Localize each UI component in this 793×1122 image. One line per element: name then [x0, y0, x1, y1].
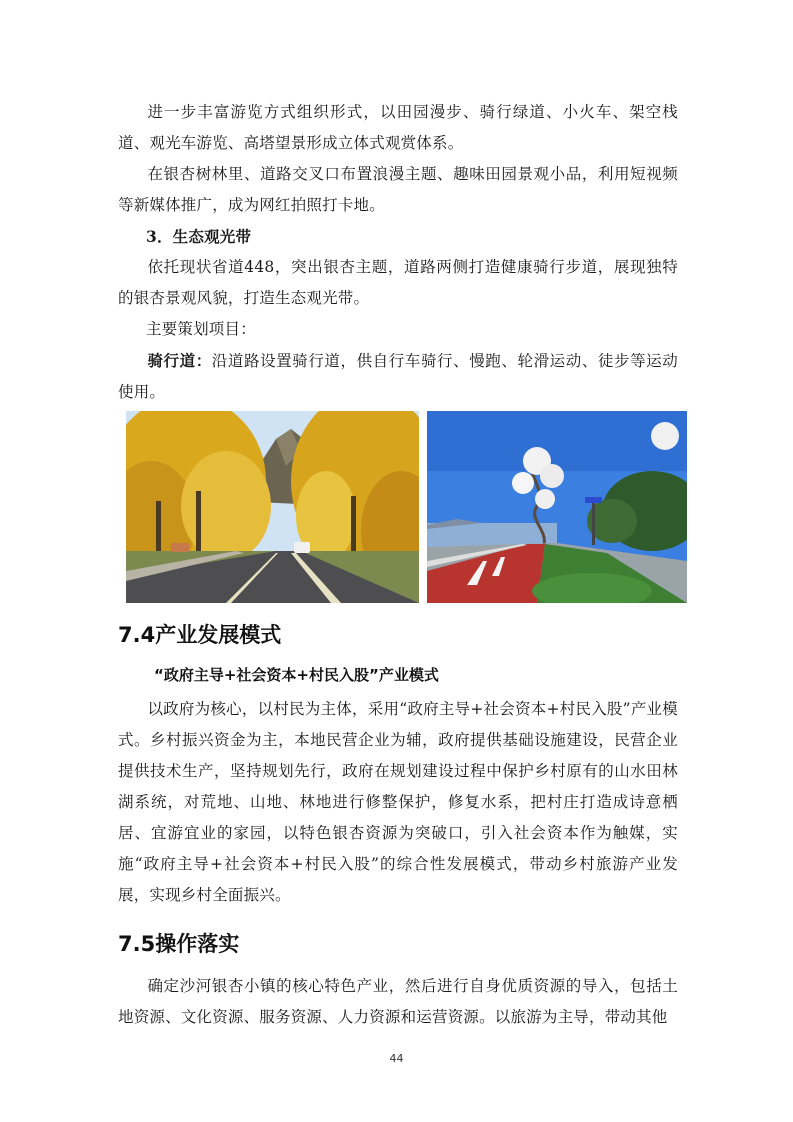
- paragraph-industry-mode: 以政府为核心，以村民为主体，采用“政府主导+社会资本+村民入股”产业模式。乡村振兴资金为主，本地民营企业为辅，政府提供基础设施建设，民营企业提供技术生产，坚持规划先行，政府在规划建设过程中保护乡村原有的山水田林湖系统，对荒地、山地、林地进行修整保护，修复水系，把村庄打造成诗意栖居、宜游宜业的家园，以特色银杏资源为突破口，引入社会资本作为触媒，实施“政府主导+社会资本+村民入股”的综合性发展模式，带动乡村旅游产业发展，实现乡村全面振兴。: [118, 700, 678, 904]
- paragraph-eco-belt: 依托现状省道448，突出银杏主题，道路两侧打造健康骑行步道，展现独特的银杏景观风貌，打造生态观光带。: [118, 258, 678, 307]
- subheading-industry-mode: “政府主导+社会资本+村民入股”产业模式: [154, 666, 439, 684]
- paragraph-bike-lane: [118, 345, 678, 408]
- paragraph-ginkgo-landscape: 在银杏树林里、道路交叉口布置浪漫主题、趣味田园景观小品，利用短视频等新媒体推广，成为网红拍照打卡地。: [118, 165, 678, 214]
- section-heading-7-4: 7.4产业发展模式: [118, 623, 282, 647]
- bike-lane-text: 沿道路设置骑行道，供自行车骑行、慢跑、轮滑运动、徒步等运动使用。: [118, 352, 678, 401]
- bike-lane-image: [427, 411, 687, 603]
- paragraph-tour-modes: 进一步丰富游览方式组织形式，以田园漫步、骑行绿道、小火车、架空栈道、观光车游览、高塔望景形成立体式观赏体系。: [118, 103, 678, 152]
- ginkgo-road-image: [126, 411, 419, 603]
- photo-ginkgo-road: [126, 411, 419, 603]
- subsection-heading-eco-belt: 3．生态观光带: [146, 227, 252, 246]
- paragraph-implementation: 确定沙河银杏小镇的核心特色产业，然后进行自身优质资源的导入，包括土地资源、文化资源、服务资源、人力资源和运营资源。以旅游为主导，带动其他: [118, 977, 678, 1026]
- bike-lane-label: 骑行道：: [147, 351, 212, 370]
- photo-red-bike-lane: [427, 411, 687, 603]
- page-number: 44: [389, 1052, 404, 1065]
- section-heading-7-5: 7.5操作落实: [118, 932, 240, 956]
- paragraph-projects-label: 主要策划项目：: [146, 320, 256, 338]
